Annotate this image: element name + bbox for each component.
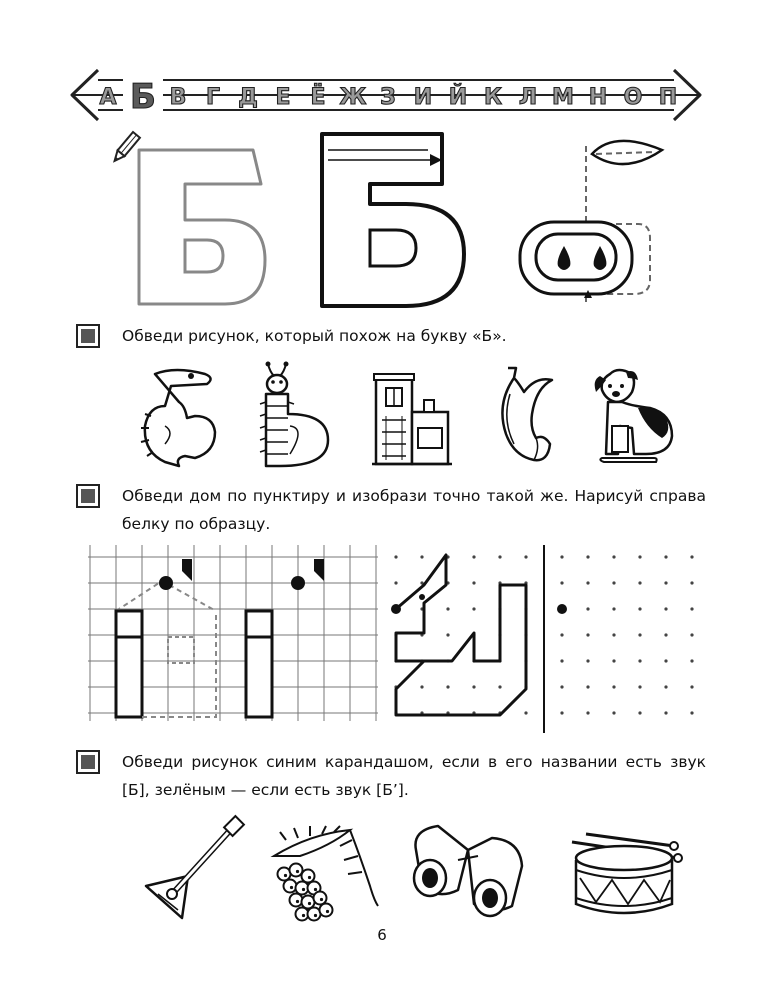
alphabet-letter: И xyxy=(413,85,433,110)
squirrel-dots-exercise[interactable] xyxy=(382,545,712,735)
picture-drum[interactable] xyxy=(566,832,684,922)
alphabet-band xyxy=(68,64,704,126)
task-1-text: Обведи рисунок, который похож на букву «Б». xyxy=(122,327,507,345)
alphabet-letter: М xyxy=(552,85,574,110)
task-1 xyxy=(76,322,706,352)
alphabet-letter: Н xyxy=(588,85,608,110)
page-number: 6 xyxy=(377,926,387,944)
alphabet-letter: З xyxy=(380,85,396,110)
dot-grid-left xyxy=(394,555,527,714)
picture-banana[interactable] xyxy=(486,364,556,464)
picture-rowan-berries[interactable] xyxy=(270,826,385,926)
task-3-text: Обведи рисунок синим карандашом, если в его названии есть звук [Б], зелёным — если есть звук [Б’]. xyxy=(122,753,706,799)
alphabet-letter: Ж xyxy=(339,85,367,110)
alphabet-letter: Е xyxy=(275,85,291,110)
task-checkbox[interactable] xyxy=(76,324,100,348)
house-grid-exercise[interactable] xyxy=(88,545,378,725)
alphabet-letter: Ё xyxy=(310,85,326,110)
alphabet-letter: Й xyxy=(448,85,468,110)
picture-dog[interactable] xyxy=(592,366,674,466)
task-2-text: Обведи дом по пунктиру и изобрази точно такой же. Нарисуй справа белку по образцу. xyxy=(122,487,706,533)
picture-crocodile[interactable] xyxy=(135,366,220,471)
alphabet-letter: Д xyxy=(238,85,258,110)
alphabet-letter: Г xyxy=(205,85,221,110)
task-checkbox[interactable] xyxy=(76,750,100,774)
picture-caterpillar[interactable] xyxy=(258,362,333,472)
picture-building[interactable] xyxy=(372,372,452,467)
alphabet-letter: О xyxy=(623,85,643,110)
letter-trace-arrow xyxy=(318,130,468,310)
task-2 xyxy=(76,482,706,540)
alphabet-letter: Л xyxy=(518,85,538,110)
picture-binoculars[interactable] xyxy=(408,820,528,920)
task-checkbox[interactable] xyxy=(76,484,100,508)
pencil-icon xyxy=(111,132,140,164)
dot-grid-right xyxy=(560,555,693,714)
alphabet-letter: В xyxy=(169,85,187,110)
task-3 xyxy=(76,748,706,806)
letter-b-maze xyxy=(514,128,664,313)
picture-balalaika[interactable] xyxy=(138,814,248,924)
letter-outline-with-pencil xyxy=(115,128,275,313)
alphabet-letter: К xyxy=(484,85,502,110)
alphabet-letter: Б xyxy=(130,77,156,117)
alphabet-letter: А xyxy=(99,85,117,110)
alphabet-letter: П xyxy=(658,85,678,110)
